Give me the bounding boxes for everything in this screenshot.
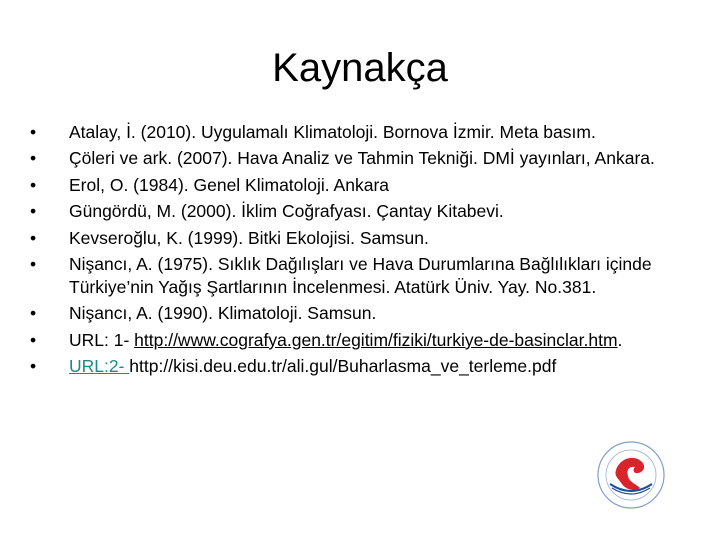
- bullet: •: [30, 329, 37, 350]
- list-item: [30, 329, 690, 352]
- list-item: [30, 227, 690, 250]
- reference-text: Çöleri ve ark. (2007). Hava Analiz ve Tahmin Tekniği. DMİ yayınları, Ankara.: [69, 148, 655, 169]
- list-item: [30, 200, 690, 223]
- reference-list: [30, 121, 690, 382]
- list-item: [30, 174, 690, 197]
- url-prefix: URL: 1-: [69, 329, 135, 350]
- reference-text: Nişancı, A. (1975). Sıklık Dağılışları ve Hava Durumlarına Bağlılıkları içinde Türkiye’nin Yağış Şartlarının İncelenmesi. Atatürk Üniv. Yay. No.381.: [69, 253, 652, 297]
- list-item: [30, 302, 690, 325]
- list-item: [30, 253, 690, 299]
- university-seal-icon: [596, 440, 666, 510]
- reference-text: Güngördü, M. (2000). İklim Coğrafyası. Çantay Kitabevi.: [69, 201, 504, 222]
- reference-text: Erol, O. (1984). Genel Klimatoloji. Ankara: [69, 174, 390, 195]
- bullet: •: [30, 227, 37, 248]
- url-link-1[interactable]: http://www.cografya.gen.tr/egitim/fiziki/turkiye-de-basinclar.htm: [134, 329, 618, 350]
- bullet: •: [30, 201, 37, 222]
- bullet: •: [30, 303, 37, 324]
- url-link-2[interactable]: URL:2-: [69, 356, 130, 377]
- list-item: [30, 355, 690, 378]
- slide-title: Kaynakça: [272, 46, 448, 90]
- reference-text: Atalay, İ. (2010). Uygulamalı Klimatoloji. Bornova İzmir. Meta basım.: [69, 122, 596, 142]
- list-item: [30, 121, 690, 144]
- bullet: •: [30, 148, 37, 169]
- bullet: •: [30, 253, 37, 274]
- url-suffix: .: [617, 329, 623, 350]
- bullet: •: [30, 174, 37, 195]
- list-item: [30, 147, 690, 170]
- reference-text: Kevseroğlu, K. (1999). Bitki Ekolojisi. Samsun.: [69, 227, 429, 248]
- bullet: •: [30, 122, 37, 142]
- bullet: •: [30, 356, 37, 377]
- reference-text: Nişancı, A. (1990). Klimatoloji. Samsun.: [69, 303, 377, 324]
- url-text-2: http://kisi.deu.edu.tr/ali.gul/Buharlasma_ve_terleme.pdf: [129, 356, 557, 377]
